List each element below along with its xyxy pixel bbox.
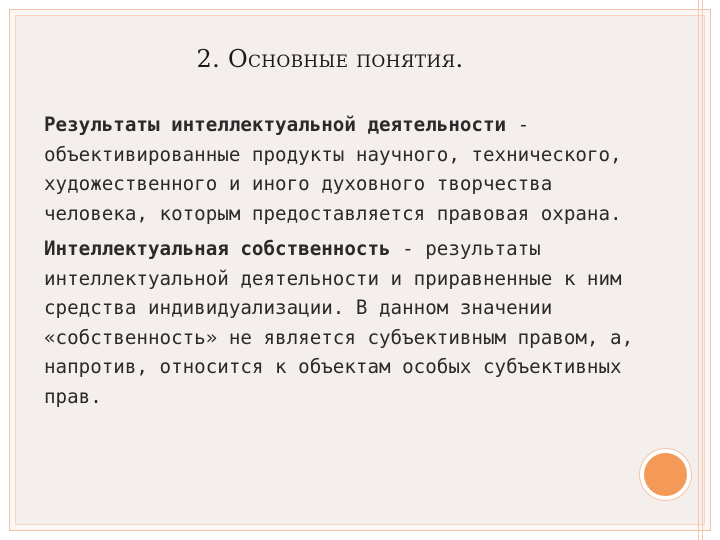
definition-text: - результаты интеллектуальной деятельности и приравненные к ним средства индивидуализации. В данном значении «собственность» не является субъективным правом, а, напротив, относится к объектам особых субъективных прав. [44,237,634,408]
decorative-rule [702,0,703,540]
slide-body [44,110,644,417]
definition-term: Интеллектуальная собственность [44,237,391,260]
decorative-rule [698,0,699,540]
definition-text: - объективированные продукты научного, технического, художественного и иного духовного творчества человека, которым предоставляется правовая охрана. [44,113,622,225]
decorative-circle-icon [640,449,691,500]
definition-term: Результаты интеллектуальной деятельности [44,113,507,136]
definition-paragraph [44,234,644,411]
slide-title: 2. Основные понятия. [196,45,464,73]
definition-paragraph [44,110,644,228]
